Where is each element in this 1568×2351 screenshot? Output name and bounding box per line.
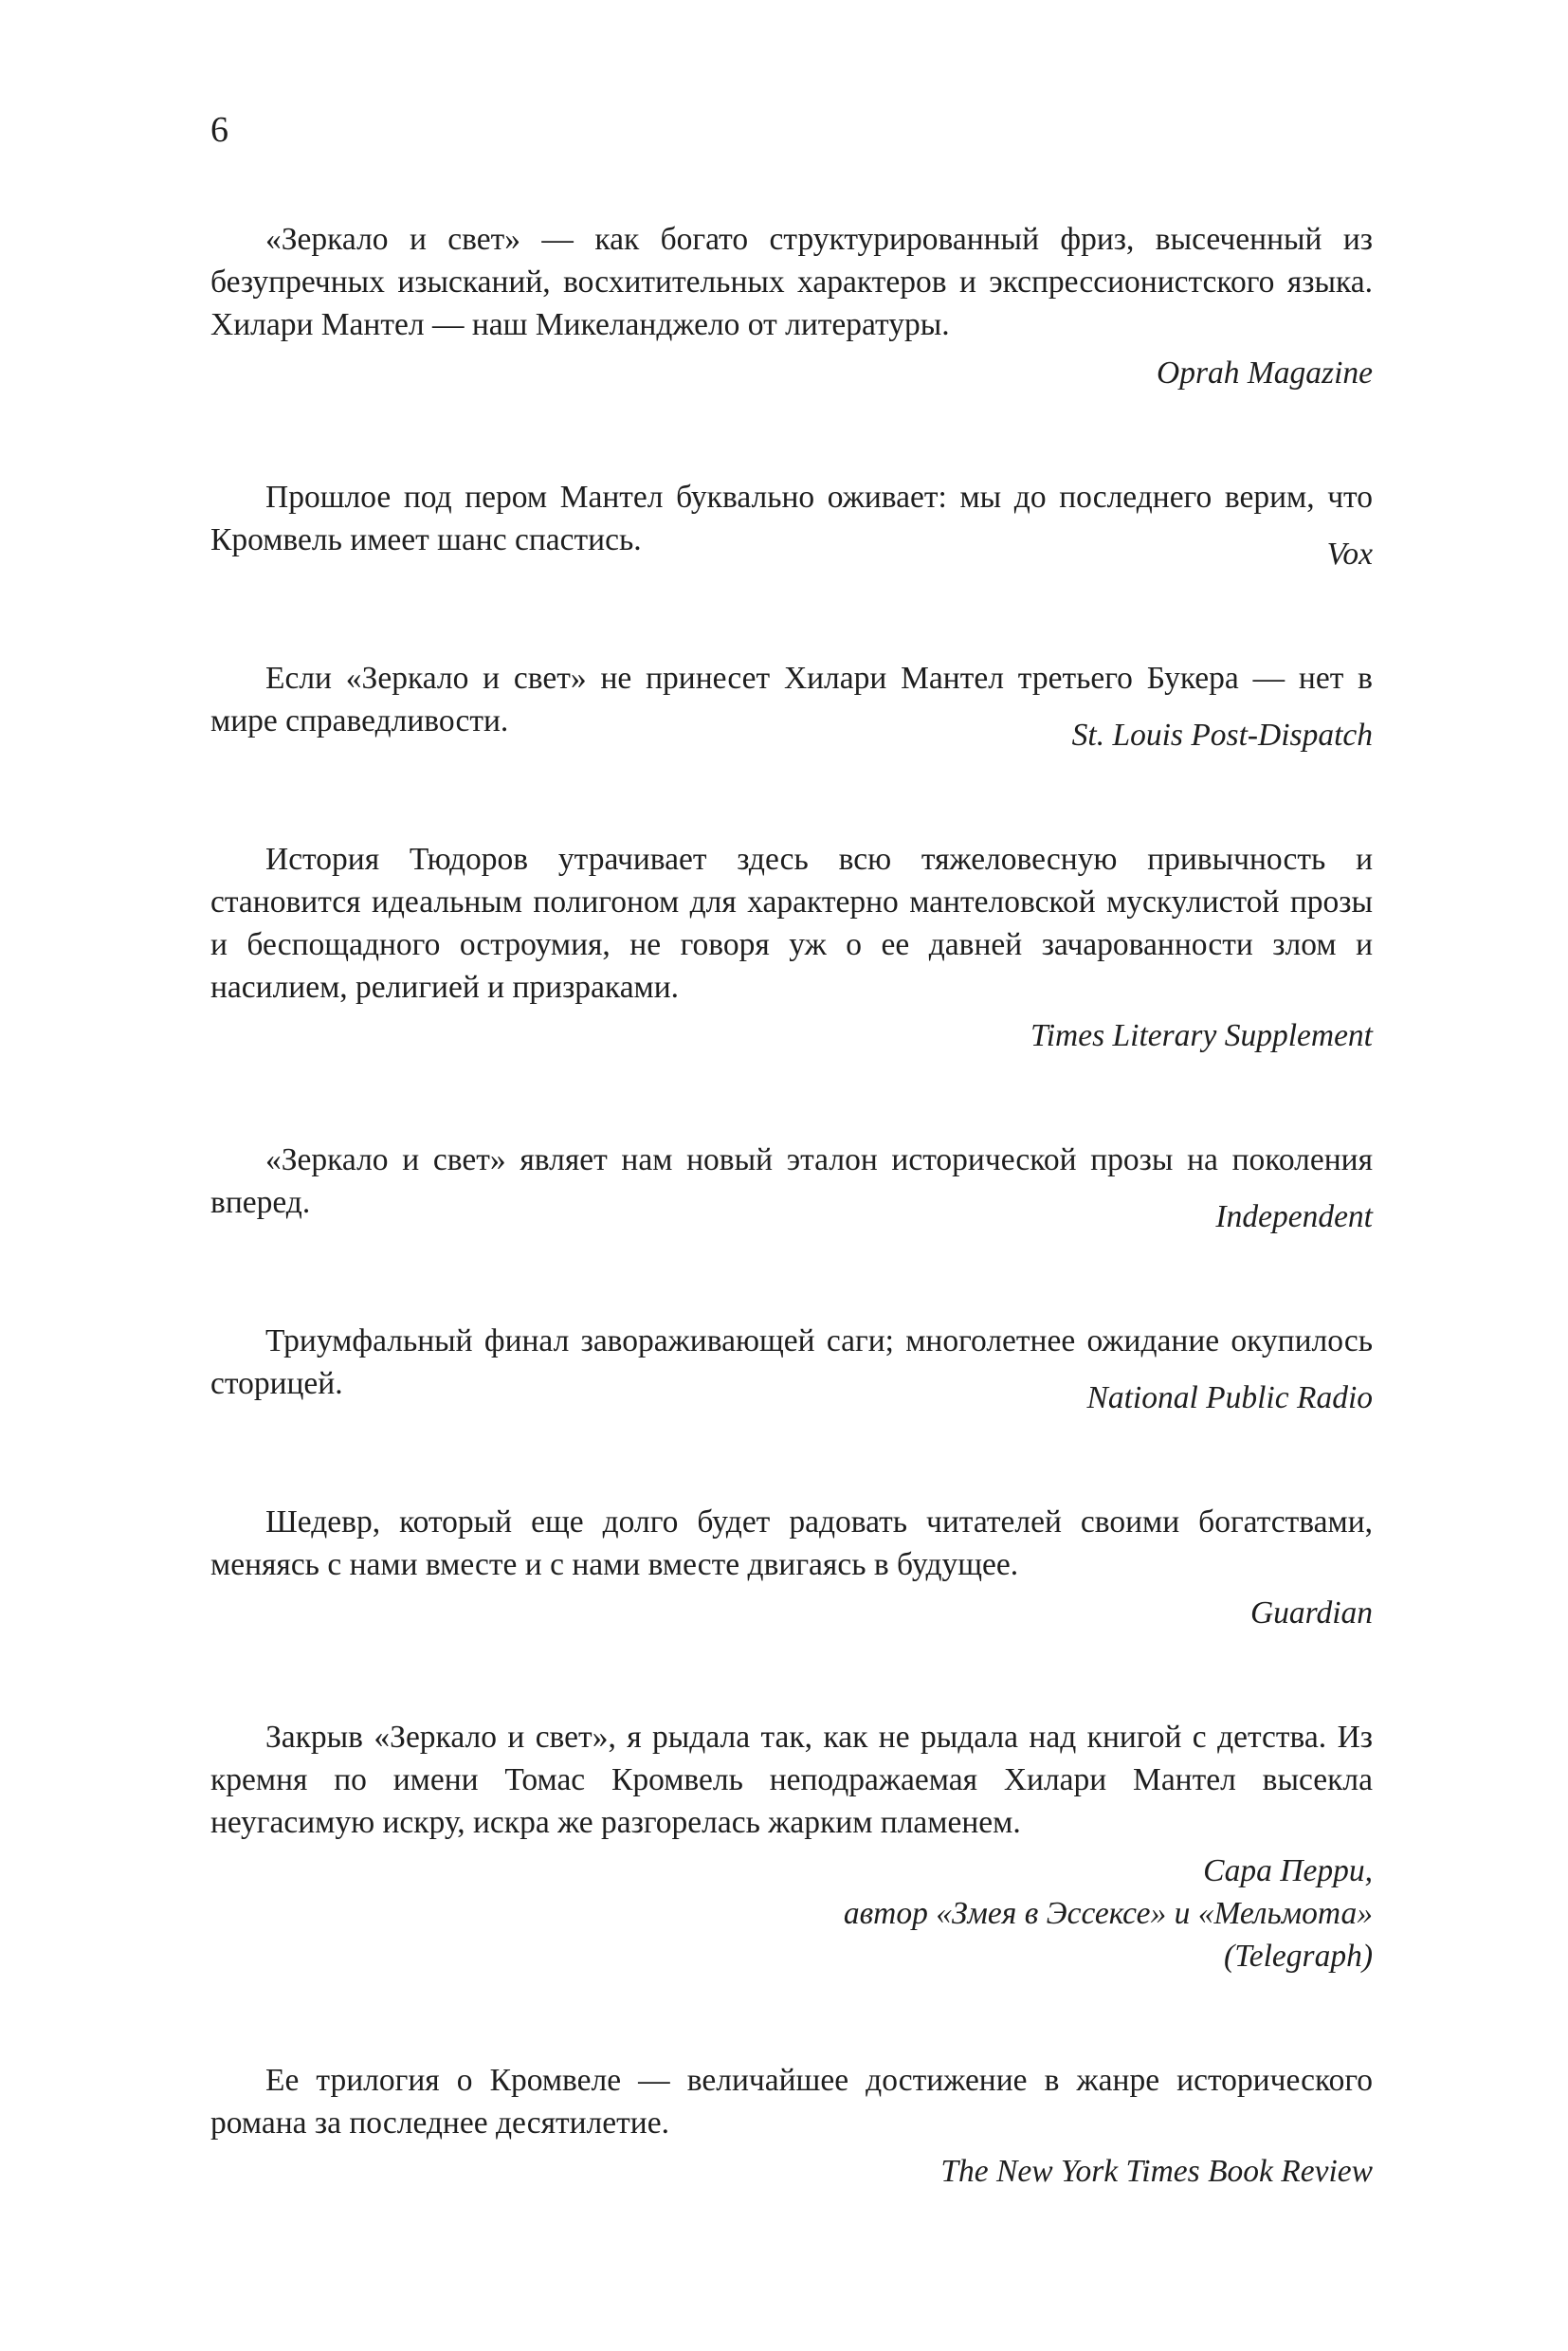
quote-source: St. Louis Post-Dispatch <box>1071 718 1373 753</box>
quote-text: «Зеркало и свет» — как богато структурированный фриз, высеченный из безупречных изысканий, восхитительных характеров и экспрессионистского языка. Хилари Мантел — наш Микеланджело от литературы. <box>210 222 1373 342</box>
quote-source: Guardian <box>1249 1595 1373 1631</box>
quote-text: Прошлое под пером Мантел буквально оживает: мы до последнего верим, что Кромвель имеет шанс спастись. <box>210 480 1373 557</box>
quote-text: Шедевр, который еще долго будет радовать читателей своими богатствами, меняясь с нами вместе и с нами вместе двигаясь в будущее. <box>210 1504 1373 1582</box>
quote-text: Закрыв «Зеркало и свет», я рыдала так, как не рыдала над книгой с детства. Из кремня по имени Томас Кромвель неподражаемая Хилари Мантел высекла неугасимую искру, искра же разгорелась жарким пламенем. <box>210 1720 1373 1840</box>
quote-text: Ее трилогия о Кромвеле — величайшее достижение в жанре исторического романа за последнее десятилетие. <box>210 2063 1373 2141</box>
quote-source: Times Literary Supplement <box>1030 1018 1373 1053</box>
quote-text: Триумфальный финал завораживающей саги; многолетнее ожидание окупилось сторицей. <box>210 1323 1373 1401</box>
source-author: Сара Перри, <box>1203 1853 1373 1888</box>
quote-block <box>210 476 1373 575</box>
quote-source: Oprah Magazine <box>1157 355 1373 391</box>
page-number: 6 <box>210 110 228 150</box>
quote-text: История Тюдоров утрачивает здесь всю тяжеловесную привычность и становится идеальным полигоном для характерно мантеловской мускулистой прозы и беспощадного остроумия, не говоря уж о ее давней зачарованности злом и насилием, религией и призраками. <box>210 842 1373 1005</box>
quote-block <box>210 1716 1373 1977</box>
quote-text: Если «Зеркало и свет» не принесет Хилари Мантел третьего Букера — нет в мире справедливости. <box>210 661 1373 738</box>
source-author-credits: автор «Змея в Эссексе» и «Мельмота» <box>843 1896 1373 1931</box>
quote-block <box>210 1501 1373 1634</box>
quote-block <box>210 218 1373 394</box>
quote-source: Vox <box>1326 537 1373 572</box>
quote-block <box>210 657 1373 756</box>
review-quotes <box>210 218 1373 2274</box>
quote-source: The New York Times Book Review <box>940 2154 1373 2189</box>
quote-text: «Зеркало и свет» являет нам новый эталон исторической прозы на поколения вперед. <box>210 1142 1373 1220</box>
quote-source: National Public Radio <box>1086 1380 1373 1415</box>
quote-block <box>210 1320 1373 1419</box>
quote-block <box>210 2059 1373 2193</box>
quote-block <box>210 1139 1373 1238</box>
source-publication: (Telegraph) <box>1224 1939 1373 1974</box>
quote-source <box>210 1850 1373 1977</box>
quote-block <box>210 838 1373 1057</box>
quote-source: Independent <box>1215 1199 1373 1234</box>
